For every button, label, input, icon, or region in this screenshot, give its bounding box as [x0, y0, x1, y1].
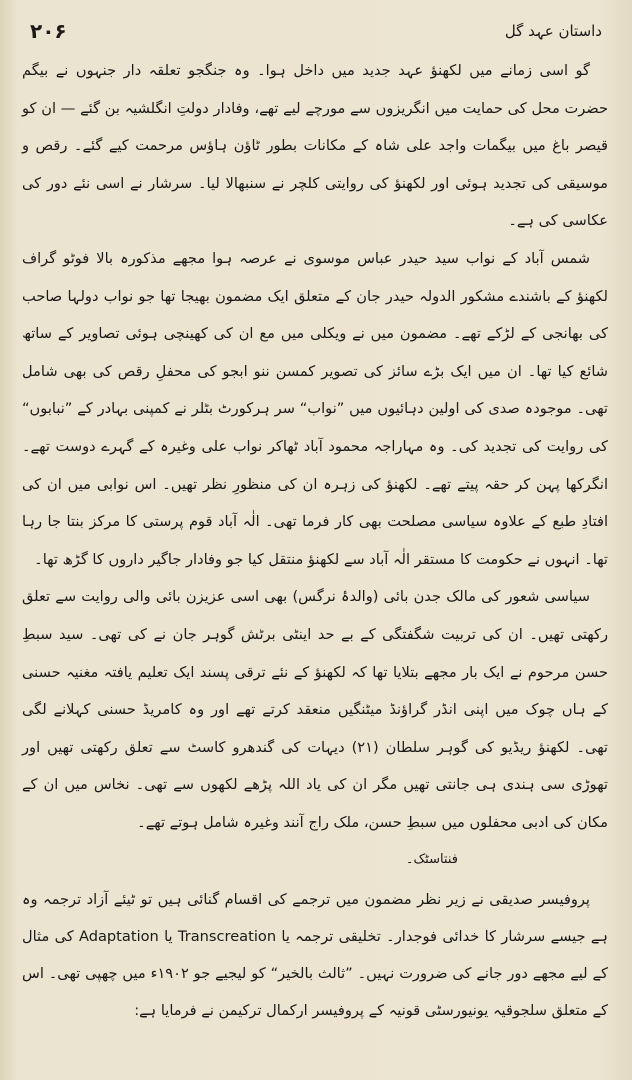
- closing-paragraph: پروفیسر صدیقی نے زیر نظر مضمون میں ترجمے کی اقسام گنائی ہیں تو ٹیئے آزاد ترجمہ وہ ہے جیسے سرشار کا خدائی فوجدار۔ تخلیقی ترجمہ یا Transcreation یا Adaptation کی مثال کے لیے مجھے دور جانے کی ضرورت نہیں۔ ”ثالث بالخیر“ کو لیجیے جو ۱۹۰۲ء میں چھپی تھی۔ اس کے متعلق سلجوقیہ یونیورسٹی قونیہ کے پروفیسر ارکمال ترکیمن نے فرمایا ہے:: [22, 891, 608, 1020]
- paragraph: گو اسی زمانے میں لکھنؤ عہد جدید میں داخل ہوا۔ وہ جنگجو تعلقہ دار جنہوں نے بیگم حضرت محل کی حمایت میں انگریزوں سے مورچے لیے تھے، وفادار دولتِ انگلشیہ بن گئے — ان کو قیصر باغ میں بیگمات واجد علی شاہ کے مکانات بطور ٹاؤن ہاؤس مرحمت کیے گئے۔ رقص و موسیقی کی تجدید ہوئی اور لکھنؤ کی روایتی کلچر نے سنبھالا لیا۔ سرشار نے اسی نئے دور کی عکاسی کی ہے۔: [22, 62, 608, 230]
- signature-line: فنتاسٹک۔: [405, 852, 458, 868]
- page-number: ۲۰۶: [30, 19, 67, 43]
- page-body: [22, 52, 608, 1029]
- paragraph: شمس آباد کے نواب سید حیدر عباس موسوی نے عرصہ ہوا مجھے مذکورہ بالا فوٹو گراف لکھنؤ کے باشندے مشکور الدولہ حیدر جان کے متعلق ایک مضمون بھیجا تھا جو نواب دولہا صاحب کی بھانجی کے لڑکے تھے۔ مضمون میں نے ویکلی میں مع ان کی کھینچی ہوئی تصاویر کے ساتھ شائع کیا تھا۔ ان میں ایک بڑے سائز کی تصویر کمسن ننو ابجو کی محفلِ رقص کی بھی شامل تھی۔ موجودہ صدی کی اولین دہائیوں میں ”نواب“ سر ہرکورٹ بٹلر نے کمپنی بہادر کے ”نبابوں“ کی روایت کی تجدید کی۔ وہ مہاراجہ محمود آباد ٹھاکر نواب علی وغیرہ کے گہرے دوست تھے۔ انگرکھا پہن کر حقہ پیتے تھے۔ لکھنؤ کی زہرہ ان کی منظورِ نظر تھیں۔ اس نوابی میں ان کی افتادِ طبع کے علاوہ سیاسی مصلحت بھی کار فرما تھی۔ الٰہ آباد قوم پرستی کا مرکز بنتا جا رہا تھا۔ انہوں نے حکومت کا مستقر الٰہ آباد سے لکھنؤ منتقل کیا جو وفادار جاگیر داروں کا گڑھ تھا۔: [22, 249, 608, 568]
- page-header: [30, 14, 602, 48]
- paragraph: سیاسی شعور کی مالک جدن بائی (والدۂ نرگس) بھی اسی عزیزن بائی والی روایت سے تعلق رکھتی تھیں۔ ان کی تربیت شگفتگی کے بے حد اینٹی برٹش گوہر جان نے کی تھی۔ سید سبطِ حسن مرحوم نے ایک بار مجھے بتلایا تھا کہ لکھنؤ کے نئے ترقی پسند ایک تعلیم یافتہ مغنیہ حسنی کے ہاں چوک میں اپنی انڈر گراؤنڈ میٹنگیں منعقد کرتے تھے اور وہ کامریڈ حسنی کہلانے لگی تھی۔ لکھنؤ ریڈیو کی گوہر سلطان (۲۱) دیہات کی گندھرو کاسٹ سے تعلق رکھتی تھیں اور تھوڑی سی ہندی ہی جانتی تھیں مگر ان کی یاد اللہ پڑھے لکھوں سے تھی۔ نخاس میں ان کے مکان کی ادبی محفلوں میں سبطِ حسن، ملک راج آنند وغیرہ شامل ہوتے تھے۔: [22, 588, 608, 831]
- running-title: داستان عہد گل: [504, 22, 602, 40]
